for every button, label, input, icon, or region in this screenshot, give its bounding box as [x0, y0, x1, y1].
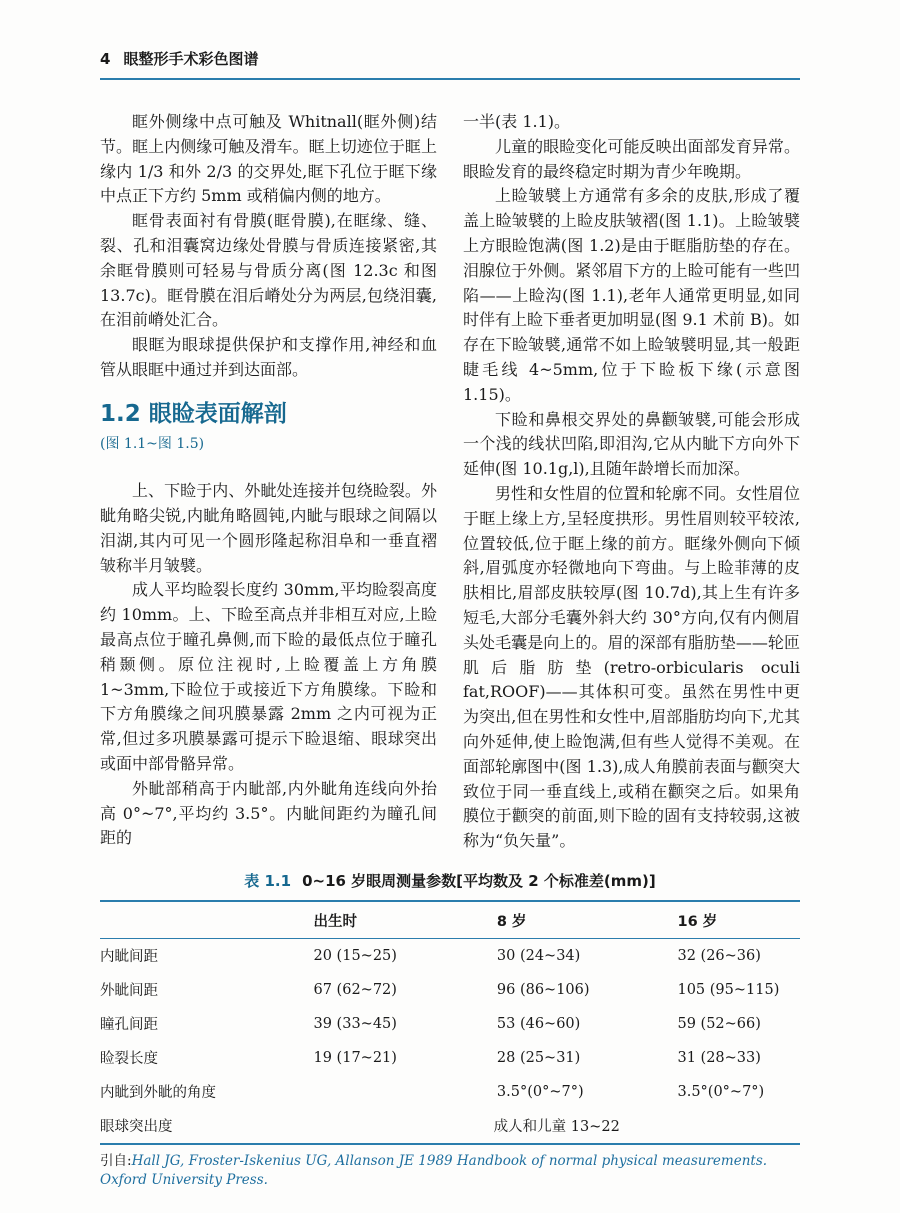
cell-value: 59 (52~66)	[677, 1015, 761, 1032]
cell-value: 53 (46~60)	[496, 1015, 581, 1032]
paragraph: 下睑和鼻根交界处的鼻颧皱襞,可能会形成一个浅的线状凹陷,即泪沟,它从内眦下方向外下延伸(图 10.1g,l),且随年龄增长而加深。	[463, 409, 800, 479]
section-figure-range: (图 1.1~图 1.5)	[100, 436, 205, 453]
column-header-16y: 16 岁	[677, 901, 800, 939]
cell-value: 32 (26~36)	[677, 947, 761, 964]
cell-value: 67 (62~72)	[313, 981, 397, 998]
column-header-8y: 8 岁	[497, 901, 678, 939]
paragraph: 眶外侧缘中点可触及 Whitnall(眶外侧)结节。眶上内侧缘可触及滑车。眶上切迹位于眶上缘内 1/3 和外 2/3 的交界处,眶下孔位于眶下缘中点正下方约 5mm 或稍偏内侧的地方。	[100, 112, 437, 206]
text-columns	[100, 110, 800, 854]
row-label: 内眦间距	[100, 949, 158, 966]
paragraph: 男性和女性眉的位置和轮廓不同。女性眉位于眶上缘上方,呈轻度拱形。男性眉则较平较浓,位置较低,位于眶上缘的前方。眶缘外侧向下倾斜,眉弧度亦轻微地向下弯曲。与上睑菲薄的皮肤相比,眉部皮肤较厚(图 10.7d),其上生有许多短毛,大部分毛囊外斜大约 30°方向,仅有内侧眉头处毛囊是向上的。眉的深部有脂肪垫——轮匝肌后脂肪垫(retro-orbicularis oculi fat,ROOF)——其体积可变。虽然在男性中更为突出,但在男性和女性中,眉部脂肪均向下,尤其向外延伸,使上睑饱满,但有些人觉得不美观。在面部轮廓图中(图 1.3),成人角膜前表面与颧突大致位于同一垂直线上,或稍在颧突之后。如果角膜位于颧突的前面,则下睑的固有支持较弱,这被称为“负矢量”。	[463, 483, 800, 851]
table-row	[100, 1075, 800, 1109]
source-citation: Hall JG, Froster-Iskenius UG, Allanson JE 1989 Handbook of normal physical measurements. Oxford University Press.	[100, 1152, 768, 1188]
table-header-row	[100, 901, 800, 939]
cell-value: 105 (95~115)	[677, 981, 780, 998]
cell-value: 19 (17~21)	[313, 1049, 397, 1066]
paragraph: 儿童的眼睑变化可能反映出面部发育异常。眼睑发育的最终稳定时期为青少年晚期。	[463, 136, 800, 181]
row-span-value: 成人和儿童 13~22	[493, 1119, 620, 1136]
cell-value: 20 (15~25)	[313, 947, 397, 964]
source-prefix: 引自:	[100, 1152, 132, 1169]
paragraph: 眶骨表面衬有骨膜(眶骨膜),在眶缘、缝、裂、孔和泪囊窝边缘处骨膜与骨质连接紧密,其余眶骨膜则可轻易与骨质分离(图 12.3c 和图 13.7c)。眶骨膜在泪后嵴处分为两层,包绕泪囊,在泪前嵴处汇合。	[100, 211, 437, 330]
row-label: 瞳孔间距	[100, 1017, 158, 1034]
left-column	[100, 110, 437, 854]
table-row	[100, 1007, 800, 1041]
table-row	[100, 1109, 800, 1144]
running-head	[100, 48, 800, 80]
table-row	[100, 973, 800, 1007]
book-title: 眼整形手术彩色图谱	[123, 50, 259, 68]
table-section	[100, 870, 800, 1190]
table-title-text: 0~16 岁眼周测量参数[平均数及 2 个标准差(mm)]	[302, 871, 656, 890]
paragraph: 一半(表 1.1)。	[463, 112, 571, 131]
cell-value: 3.5°(0°~7°)	[496, 1083, 584, 1100]
page-number: 4	[100, 50, 111, 68]
table-row	[100, 1041, 800, 1075]
paragraph: 眼眶为眼球提供保护和支撑作用,神经和血管从眼眶中通过并到达面部。	[100, 335, 437, 379]
table-number: 表 1.1	[244, 871, 292, 890]
right-column	[463, 110, 800, 854]
row-label: 内眦到外眦的角度	[100, 1085, 216, 1102]
cell-value	[314, 1075, 497, 1109]
column-header-label	[100, 901, 314, 939]
row-label: 睑裂长度	[100, 1051, 158, 1068]
paragraph: 外眦部稍高于内眦部,内外眦角连线向外抬高 0°~7°,平均约 3.5°。内眦间距约为瞳孔间距的	[100, 778, 437, 848]
measurement-table	[100, 900, 800, 1145]
table-title	[100, 870, 800, 891]
paragraph: 成人平均睑裂长度约 30mm,平均睑裂高度约 10mm。上、下睑至高点并非相互对应,上睑最高点位于瞳孔鼻侧,而下睑的最低点位于瞳孔稍颞侧。原位注视时,上睑覆盖上方角膜 1~3mm,下睑位于或接近下方角膜缘。下睑和下方角膜缘之间巩膜暴露 2mm 之内可视为正常,但过多巩膜暴露可提示下睑退缩、眼球突出或面中部骨骼异常。	[100, 580, 437, 773]
paragraph: 上、下睑于内、外眦处连接并包绕睑裂。外眦角略尖锐,内眦角略圆钝,内眦与眼球之间隔以泪湖,其内可见一个圆形隆起称泪阜和一垂直褶皱称半月皱襞。	[100, 481, 437, 575]
cell-value: 96 (86~106)	[496, 981, 590, 998]
paragraph: 上睑皱襞上方通常有多余的皮肤,形成了覆盖上睑皱襞的上睑皮肤皱褶(图 1.1)。上睑皱襞上方眼睑饱满(图 1.2)是由于眶脂肪垫的存在。泪腺位于外侧。紧邻眉下方的上睑可能有一些凹陷——上睑沟(图 1.1),老年人通常更明显,如同时伴有上睑下垂者更加明显(图 9.1 术前 B)。如存在下睑皱襞,通常不如上睑皱襞明显,其一般距睫毛线 4~5mm,位于下睑板下缘(示意图 1.15)。	[463, 186, 800, 404]
cell-value: 28 (25~31)	[496, 1049, 581, 1066]
section-heading: 1.2 眼睑表面解剖	[100, 400, 287, 427]
table-source	[100, 1152, 800, 1190]
cell-value: 30 (24~34)	[496, 947, 581, 964]
table-row	[100, 938, 800, 973]
cell-value: 31 (28~33)	[677, 1049, 761, 1066]
column-header-birth: 出生时	[314, 901, 497, 939]
cell-value: 39 (33~45)	[313, 1015, 397, 1032]
row-label: 外眦间距	[100, 983, 158, 1000]
row-label: 眼球突出度	[100, 1119, 173, 1136]
cell-value: 3.5°(0°~7°)	[677, 1083, 765, 1100]
